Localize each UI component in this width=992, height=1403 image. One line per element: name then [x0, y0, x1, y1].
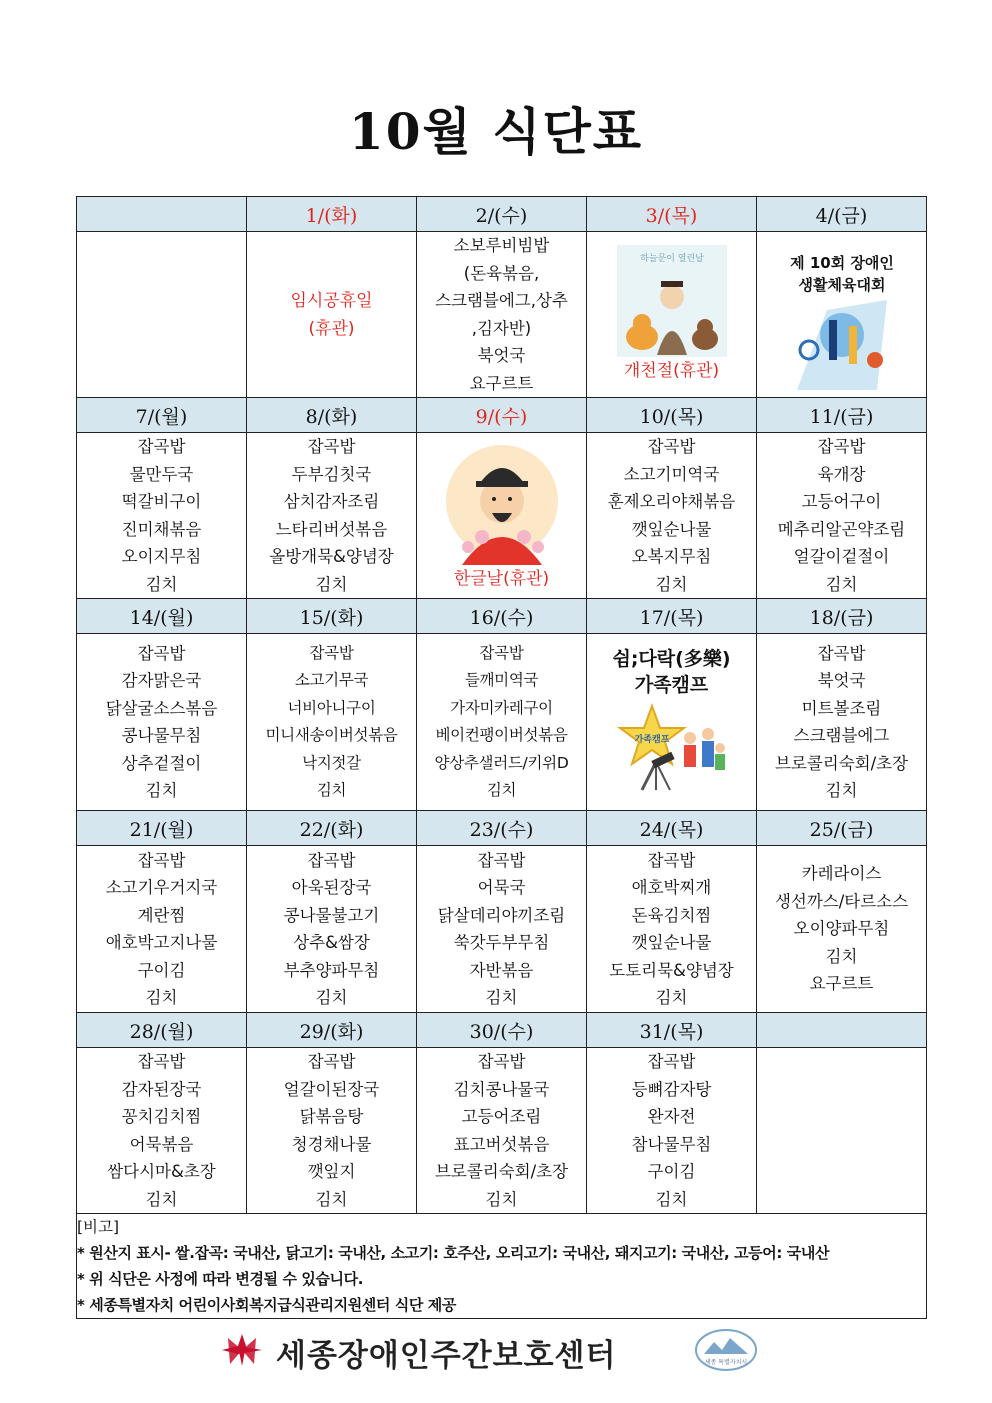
menu-item: 베이컨팽이버섯볶음 — [435, 726, 568, 744]
menu-item: 상추겉절이 — [121, 753, 202, 773]
date-header: 18/(금) — [757, 599, 927, 634]
menu-item: 김치 — [486, 781, 517, 799]
menu-item: 김치 — [315, 988, 348, 1007]
menu-item: 브로콜리숙회/초장 — [434, 1162, 569, 1181]
center-name: 세종장애인주간보호센터 — [276, 1338, 617, 1374]
day-cell — [757, 433, 927, 599]
menu-item: 김치 — [655, 574, 688, 594]
notes-heading: [비고] — [77, 1218, 120, 1236]
menu-item: 잡곡밥 — [309, 643, 354, 662]
notes-section — [77, 1214, 927, 1319]
menu-item: 떡갈비구이 — [121, 492, 202, 511]
menu-item: 참나물무침 — [631, 1134, 712, 1154]
menu-item: 생선까스/타르소스 — [774, 891, 909, 911]
menu-item: 김치 — [485, 988, 518, 1007]
menu-item: 가자미카레구이 — [450, 698, 553, 717]
menu-item: 잡곡밥 — [479, 643, 524, 662]
menu-list — [587, 1048, 756, 1213]
sports-festival-poster — [767, 240, 917, 390]
date-header: 2/(수) — [417, 197, 587, 232]
date-header: 21/(월) — [77, 811, 247, 846]
menu-item: 잡곡밥 — [817, 437, 866, 456]
menu-item: ,김자반) — [471, 318, 532, 338]
day-cell-holiday — [417, 433, 587, 599]
menu-item: 등뼈감자탕 — [631, 1079, 712, 1099]
menu-item: 청경채나물 — [291, 1134, 372, 1154]
menu-item: 김치 — [485, 1189, 518, 1209]
menu-list — [247, 1048, 416, 1213]
day-cell — [77, 1048, 247, 1214]
day-cell — [417, 1048, 587, 1214]
menu-item: 닭살굴소스볶음 — [105, 698, 218, 718]
note-provider: * 세종특별자치 어린이사회복지급식관리지원센터 식단 제공 — [77, 1296, 456, 1314]
menu-list — [247, 847, 416, 1012]
menu-item: 소보루비빔밥 — [453, 236, 550, 255]
date-header — [757, 1013, 927, 1048]
menu-item: 김치 — [145, 1189, 178, 1209]
menu-item: 느타리버섯볶음 — [275, 519, 388, 539]
notes-row — [77, 1214, 927, 1319]
holiday-label: 개천절(휴관) — [623, 360, 720, 381]
date-header: 3/(목) — [587, 197, 757, 232]
menu-list — [587, 847, 756, 1012]
date-header: 14/(월) — [77, 599, 247, 634]
date-header: 23/(수) — [417, 811, 587, 846]
menu-item: (돈육볶음, — [463, 263, 540, 283]
day-cell — [77, 846, 247, 1013]
menu-item: 훈제오리야채볶음 — [607, 492, 736, 511]
menu-item: 닭볶음탕 — [299, 1107, 364, 1126]
day-cell-event — [757, 232, 927, 398]
menu-item: 요구르트 — [809, 974, 874, 994]
date-header: 16/(수) — [417, 599, 587, 634]
menu-item: 아욱된장국 — [291, 878, 372, 897]
menu-item: 오이지무침 — [121, 547, 202, 566]
page-title: 10월 식단표 — [348, 102, 644, 161]
day-cell-event — [587, 634, 757, 811]
menu-item: 완자전 — [647, 1107, 696, 1126]
menu-item: 미트볼조림 — [801, 698, 882, 718]
menu-list — [417, 640, 586, 805]
menu-item: 삼치감자조림 — [283, 492, 380, 511]
day-cell-holiday — [587, 232, 757, 398]
menu-item: 상추&쌈장 — [293, 933, 370, 952]
menu-item: 잡곡밥 — [477, 1052, 526, 1071]
menu-item: 구이김 — [137, 960, 186, 980]
menu-item: 잡곡밥 — [817, 643, 866, 663]
date-header: 7/(월) — [77, 398, 247, 433]
date-header: 4/(금) — [757, 197, 927, 232]
menu-list — [417, 1048, 586, 1213]
menu-item: 소고기무국 — [294, 671, 369, 689]
date-header: 1/(화) — [247, 197, 417, 232]
menu-item: 김치 — [825, 574, 858, 594]
king-sejong-illustration — [442, 439, 562, 565]
menu-item: 애호박찌개 — [631, 878, 712, 897]
menu-item: 오복지무침 — [631, 547, 712, 566]
day-cell — [77, 634, 247, 811]
day-cell — [587, 846, 757, 1013]
menu-item: 오이양파무침 — [793, 919, 890, 939]
week-1-menu-row — [77, 232, 927, 398]
menu-item: 쑥갓두부무침 — [453, 933, 550, 952]
holiday-label: 임시공휴일 — [290, 290, 373, 311]
week-5-menu-row — [77, 1048, 927, 1214]
menu-item: 잡곡밥 — [647, 850, 696, 870]
menu-item: 잡곡밥 — [137, 643, 186, 663]
menu-item: 깻잎지 — [307, 1162, 356, 1181]
menu-item: 브로콜리숙회/초장 — [774, 753, 909, 773]
poster-caption: 제 10회 장애인 — [789, 253, 894, 272]
menu-item: 콩나물무침 — [121, 726, 202, 745]
day-cell — [247, 634, 417, 811]
menu-item: 도토리묵&양념장 — [609, 960, 734, 980]
day-cell — [587, 433, 757, 599]
day-cell — [757, 634, 927, 811]
day-cell — [247, 1048, 417, 1214]
day-cell — [417, 846, 587, 1013]
day-cell — [247, 846, 417, 1013]
menu-list — [757, 640, 926, 805]
menu-item: 애호박고지나물 — [105, 933, 218, 952]
seal-text: 세종 특별자치시 — [704, 1359, 748, 1366]
camp-badge-text: 가족캠프 — [634, 735, 669, 745]
menu-item: 소고기미역국 — [623, 464, 720, 484]
menu-item: 얼갈이된장국 — [283, 1079, 380, 1099]
menu-list — [757, 860, 926, 998]
menu-item: 김치 — [315, 1189, 348, 1209]
menu-item: 돈육김치찜 — [631, 905, 712, 925]
date-header: 25/(금) — [757, 811, 927, 846]
menu-item: 잡곡밥 — [647, 1052, 696, 1071]
poster-text: 하늘문이 열린날 — [639, 253, 704, 264]
week-3-header-row — [77, 599, 927, 634]
camp-title: 쉼;다락(多樂) — [612, 648, 731, 670]
menu-item: 콩나물불고기 — [283, 905, 380, 925]
week-4-header-row — [77, 811, 927, 846]
menu-item: 진미채볶음 — [121, 519, 202, 539]
menu-item: 김치 — [315, 574, 348, 594]
menu-item: 표고버섯볶음 — [453, 1134, 550, 1154]
menu-item: 고등어구이 — [801, 492, 882, 511]
menu-item: 너비아니구이 — [287, 698, 376, 717]
empty-day-cell — [77, 232, 247, 398]
menu-item: 잡곡밥 — [137, 850, 186, 870]
date-header: 11/(금) — [757, 398, 927, 433]
menu-item: 낙지젓갈 — [302, 753, 361, 772]
week-2-menu-row — [77, 433, 927, 599]
menu-item: 김치콩나물국 — [453, 1079, 550, 1099]
menu-item: 스크램블에그 — [793, 726, 890, 745]
date-header: 17/(목) — [587, 599, 757, 634]
menu-list — [77, 847, 246, 1012]
date-header: 9/(수) — [417, 398, 587, 433]
menu-item: 잡곡밥 — [647, 437, 696, 456]
menu-item: 깻잎순나물 — [631, 933, 712, 952]
menu-item: 올방개묵&양념장 — [269, 547, 394, 566]
week-1-header-row — [77, 197, 927, 232]
menu-item: 잡곡밥 — [137, 1052, 186, 1071]
menu-list — [77, 1048, 246, 1213]
menu-item: 닭살데리야끼조림 — [437, 905, 566, 925]
holiday-label: 한글날(휴관) — [453, 568, 550, 589]
menu-item: 얼갈이겉절이 — [793, 547, 890, 566]
menu-item: 메추리알곤약조림 — [777, 519, 906, 539]
menu-list — [587, 433, 756, 598]
date-header: 28/(월) — [77, 1013, 247, 1048]
menu-item: 자반볶음 — [469, 960, 534, 980]
date-header: 30/(수) — [417, 1013, 587, 1048]
date-header: 10/(목) — [587, 398, 757, 433]
menu-item: 김치 — [825, 946, 858, 966]
menu-item: 두부김칫국 — [291, 464, 372, 484]
note-origin: * 원산지 표시- 쌀.잡곡: 국내산, 닭고기: 국내산, 소고기: 호주산, 오리고기: 국내산, 돼지고기: 국내산, 고등어: 국내산 — [77, 1244, 830, 1262]
date-header: 24/(목) — [587, 811, 757, 846]
menu-list — [77, 433, 246, 598]
day-cell — [417, 232, 587, 398]
date-header: 15/(화) — [247, 599, 417, 634]
date-header: 31/(목) — [587, 1013, 757, 1048]
menu-list — [417, 847, 586, 1012]
menu-list — [417, 232, 586, 397]
week-2-header-row — [77, 398, 927, 433]
menu-item: 스크램블에그,상추 — [435, 291, 568, 310]
sejong-seal-icon — [694, 1328, 758, 1372]
menu-list — [757, 433, 926, 598]
menu-item: 잡곡밥 — [307, 850, 356, 870]
menu-item: 어묵국 — [477, 878, 526, 897]
menu-item: 미니새송이버섯볶음 — [265, 726, 398, 744]
day-cell — [417, 634, 587, 811]
menu-item: 부추양파무침 — [283, 960, 380, 980]
menu-item: 깻잎순나물 — [631, 519, 712, 539]
menu-list — [77, 640, 246, 805]
empty-day-cell — [757, 1048, 927, 1214]
day-cell — [247, 433, 417, 599]
menu-item: 김치 — [145, 988, 178, 1007]
menu-list — [247, 640, 416, 805]
menu-item: 김치 — [145, 781, 178, 800]
menu-item: 쌈다시마&초장 — [107, 1162, 216, 1181]
day-cell-holiday — [247, 232, 417, 398]
note-change: * 위 식단은 사정에 따라 변경될 수 있습니다. — [77, 1270, 364, 1288]
menu-item: 육개장 — [817, 464, 866, 484]
menu-item: 잡곡밥 — [477, 850, 526, 870]
date-header: 29/(화) — [247, 1013, 417, 1048]
menu-item: 카레라이스 — [801, 864, 882, 884]
menu-item: 김치 — [825, 781, 858, 800]
menu-item: 물만두국 — [129, 464, 194, 484]
menu-item: 요구르트 — [469, 373, 534, 393]
menu-item: 계란찜 — [137, 905, 186, 925]
menu-item: 북엇국 — [817, 671, 866, 690]
camp-title: 가족캠프 — [634, 674, 709, 696]
menu-list — [247, 433, 416, 598]
week-3-menu-row — [77, 634, 927, 811]
day-cell — [757, 846, 927, 1013]
family-camp-illustration — [612, 698, 732, 798]
menu-item: 김치 — [655, 1189, 688, 1209]
poster-caption: 생활체육대회 — [798, 275, 885, 294]
menu-item: 구이김 — [647, 1162, 696, 1181]
menu-item: 들깨미역국 — [464, 671, 539, 689]
menu-item: 양상추샐러드/키위D — [434, 753, 569, 772]
foundation-day-illustration — [617, 245, 727, 357]
menu-item: 감자맑은국 — [121, 671, 202, 690]
center-logo-icon — [220, 1332, 264, 1368]
meal-plan-table — [76, 196, 927, 1319]
day-cell — [77, 433, 247, 599]
menu-item: 감자된장국 — [121, 1079, 202, 1099]
menu-item: 어묵볶음 — [129, 1134, 194, 1154]
menu-item: 김치 — [145, 574, 178, 594]
date-header: 8/(화) — [247, 398, 417, 433]
menu-item: 고등어조림 — [461, 1107, 542, 1126]
holiday-label: (휴관) — [308, 318, 355, 339]
menu-item: 김치 — [316, 781, 347, 799]
footer — [220, 1330, 780, 1374]
day-cell — [587, 1048, 757, 1214]
menu-item: 잡곡밥 — [307, 1052, 356, 1071]
menu-item: 잡곡밥 — [307, 437, 356, 456]
menu-item: 소고기우거지국 — [105, 878, 218, 897]
menu-item: 북엇국 — [477, 346, 526, 365]
week-4-menu-row — [77, 846, 927, 1013]
menu-item: 꽁치김치찜 — [121, 1107, 202, 1126]
menu-item: 김치 — [655, 988, 688, 1007]
date-header: 22/(화) — [247, 811, 417, 846]
date-header — [77, 197, 247, 232]
week-5-header-row — [77, 1013, 927, 1048]
menu-item: 잡곡밥 — [137, 437, 186, 456]
